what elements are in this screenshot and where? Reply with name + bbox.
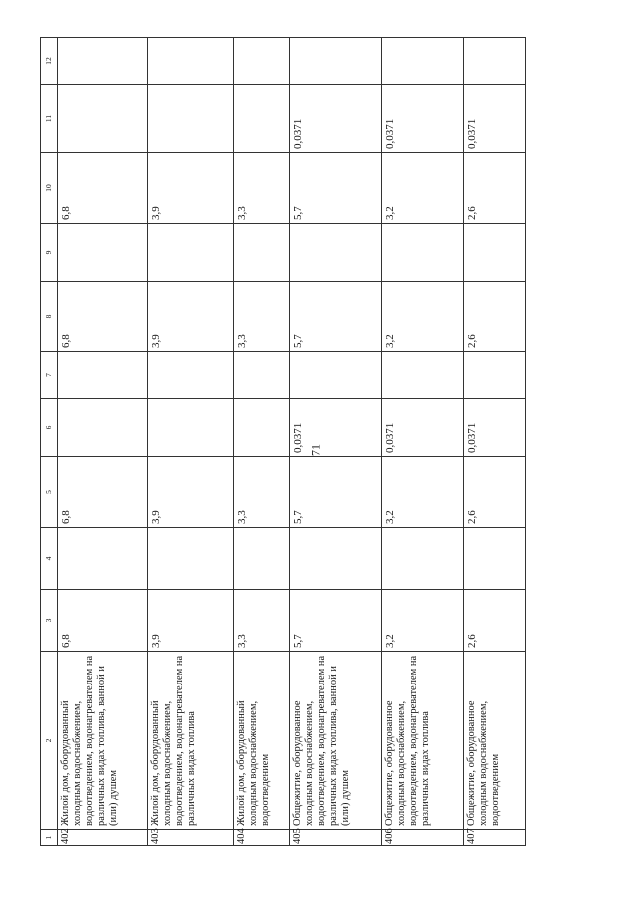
cell-col-7 <box>290 352 382 399</box>
table-row <box>290 38 382 846</box>
cell-col-10: 5,7 <box>290 153 382 224</box>
cell-col-10: 6,8 <box>58 153 148 224</box>
cell-col-4 <box>290 528 382 590</box>
header-col-9: 9 <box>41 224 58 282</box>
row-number: 404 <box>234 830 290 846</box>
header-col-1: 1 <box>41 830 58 846</box>
cell-col-3: 5,7 <box>290 590 382 652</box>
rotated-table-container <box>40 38 530 846</box>
cell-col-9 <box>234 224 290 282</box>
cell-col-3: 3,9 <box>148 590 234 652</box>
cell-col-7 <box>464 352 526 399</box>
cell-col-9 <box>58 224 148 282</box>
row-description: Жилой дом, оборудованный холодным водоснабжением, водоотведением, водонагревателем на различных видах топлива, ванной и (или) душем <box>58 652 148 830</box>
cell-col-4 <box>58 528 148 590</box>
table-row <box>382 38 464 846</box>
cell-col-5: 5,7 <box>290 457 382 528</box>
cell-col-11: 0,0371 <box>290 85 382 153</box>
cell-col-6 <box>58 399 148 457</box>
cell-col-9 <box>382 224 464 282</box>
cell-col-6: 0,0371 <box>382 399 464 457</box>
cell-col-11: 0,0371 <box>382 85 464 153</box>
cell-col-5: 2,6 <box>464 457 526 528</box>
cell-col-8: 2,6 <box>464 282 526 352</box>
cell-col-10: 2,6 <box>464 153 526 224</box>
cell-col-8: 3,9 <box>148 282 234 352</box>
cell-col-8: 3,2 <box>382 282 464 352</box>
cell-col-11 <box>234 85 290 153</box>
row-description: Общежитие, оборудованное холодным водоснабжением, водоотведением, водонагревателем на различных видах топлива, ванной и (или) душем <box>290 652 382 830</box>
header-col-7: 7 <box>41 352 58 399</box>
cell-col-11 <box>58 85 148 153</box>
cell-col-8: 3,3 <box>234 282 290 352</box>
cell-col-12 <box>464 38 526 85</box>
cell-col-10: 3,3 <box>234 153 290 224</box>
cell-col-3: 2,6 <box>464 590 526 652</box>
row-description: Общежитие, оборудованное холодным водоснабжением, водоотведением, водонагревателем на различных видах топлива <box>382 652 464 830</box>
cell-col-7 <box>58 352 148 399</box>
cell-col-9 <box>464 224 526 282</box>
page-number: 71 <box>308 444 323 456</box>
cell-col-11 <box>148 85 234 153</box>
cell-col-7 <box>234 352 290 399</box>
cell-col-8: 6,8 <box>58 282 148 352</box>
cell-col-6: 0,0371 <box>464 399 526 457</box>
header-col-5: 5 <box>41 457 58 528</box>
row-number: 405 <box>290 830 382 846</box>
header-col-11: 11 <box>41 85 58 153</box>
cell-col-6 <box>148 399 234 457</box>
cell-col-7 <box>148 352 234 399</box>
header-col-6: 6 <box>41 399 58 457</box>
row-number: 403 <box>148 830 234 846</box>
row-description: Жилой дом, оборудованный холодным водоснабжением, водоотведением, водонагревателем на различных видах топлива <box>148 652 234 830</box>
cell-col-12 <box>234 38 290 85</box>
header-row <box>41 38 58 846</box>
row-description: Общежитие, оборудованное холодным водоснабжением, водоотведением <box>464 652 526 830</box>
header-col-8: 8 <box>41 282 58 352</box>
table-row <box>464 38 526 846</box>
header-col-10: 10 <box>41 153 58 224</box>
cell-col-4 <box>464 528 526 590</box>
cell-col-4 <box>148 528 234 590</box>
cell-col-3: 6,8 <box>58 590 148 652</box>
cell-col-5: 3,9 <box>148 457 234 528</box>
tariff-table <box>40 37 526 846</box>
row-number: 402 <box>58 830 148 846</box>
cell-col-11: 0,0371 <box>464 85 526 153</box>
table-row <box>234 38 290 846</box>
cell-col-4 <box>382 528 464 590</box>
header-col-12: 12 <box>41 38 58 85</box>
cell-col-3: 3,3 <box>234 590 290 652</box>
table-row <box>148 38 234 846</box>
cell-col-5: 6,8 <box>58 457 148 528</box>
cell-col-7 <box>382 352 464 399</box>
cell-col-5: 3,3 <box>234 457 290 528</box>
cell-col-6: 0,0371 <box>290 399 382 457</box>
cell-col-8: 5,7 <box>290 282 382 352</box>
cell-col-12 <box>148 38 234 85</box>
cell-col-3: 3,2 <box>382 590 464 652</box>
cell-col-9 <box>290 224 382 282</box>
table-row <box>58 38 148 846</box>
cell-col-9 <box>148 224 234 282</box>
cell-col-6 <box>234 399 290 457</box>
cell-col-10: 3,2 <box>382 153 464 224</box>
header-col-4: 4 <box>41 528 58 590</box>
cell-col-12 <box>382 38 464 85</box>
row-description: Жилой дом, оборудованный холодным водоснабжением, водоотведением <box>234 652 290 830</box>
row-number: 406 <box>382 830 464 846</box>
header-col-3: 3 <box>41 590 58 652</box>
cell-col-12 <box>290 38 382 85</box>
cell-col-5: 3,2 <box>382 457 464 528</box>
header-col-2: 2 <box>41 652 58 830</box>
row-number: 407 <box>464 830 526 846</box>
cell-col-12 <box>58 38 148 85</box>
cell-col-4 <box>234 528 290 590</box>
cell-col-10: 3,9 <box>148 153 234 224</box>
